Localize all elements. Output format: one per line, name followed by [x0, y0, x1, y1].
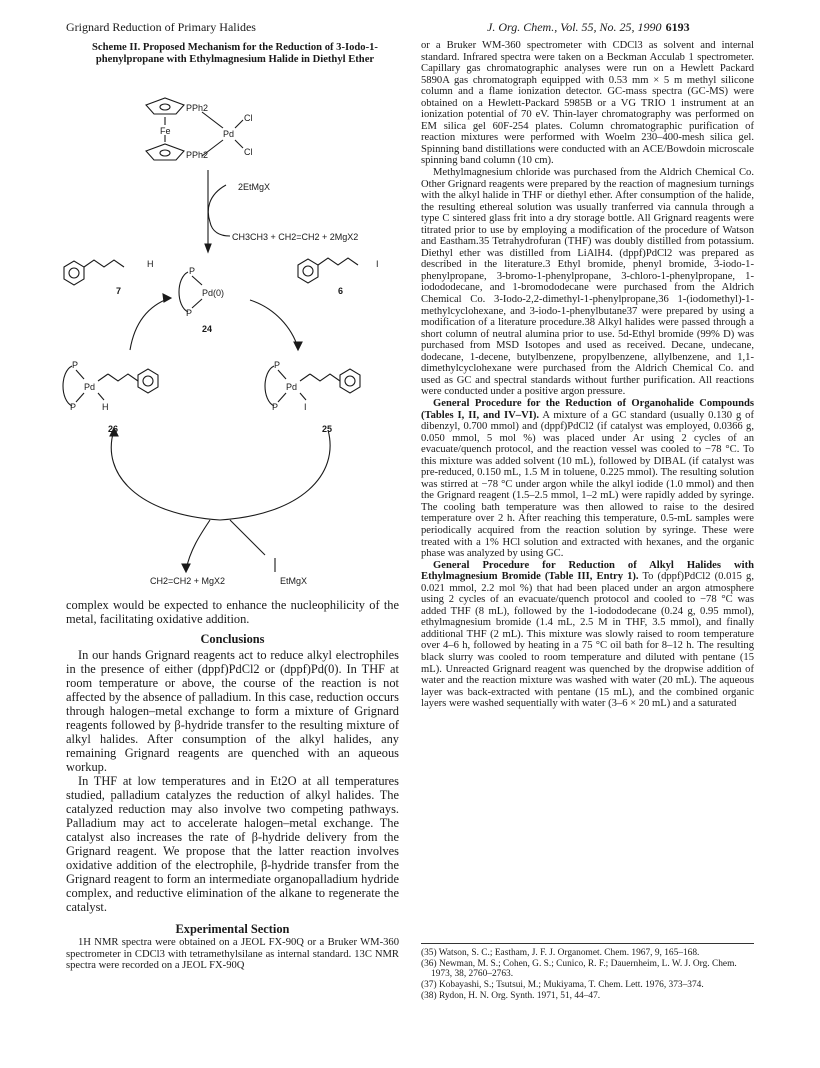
- pph2-label-top: PPh2: [186, 103, 209, 113]
- running-header-title: Grignard Reduction of Primary Halides: [66, 20, 256, 34]
- general-procedure-2: [421, 560, 754, 710]
- compound-26-number: 26: [108, 424, 119, 434]
- general-procedure-2-heading: General Procedure for Reduction of Alkyl Halides with Ethylmagnesium Bromide (Table III, Entry 1).: [421, 559, 754, 583]
- compound-26-p-bottom: P: [70, 402, 77, 412]
- ethylene-mgx2-label: CH2=CH2 + MgX2: [150, 576, 226, 586]
- footnote-rule: [421, 943, 754, 944]
- cl-label-1: Cl: [244, 113, 253, 123]
- etmgx-label: EtMgX: [280, 576, 308, 586]
- journal-citation: J. Org. Chem., Vol. 55, No. 25, 1990: [487, 20, 662, 34]
- scheme-caption: Scheme II. Proposed Mechanism for the Reduction of 3-Iodo-1-phenylpropane with Ethylmagnesium Halide in Diethyl Ether: [92, 42, 378, 65]
- pph2-label-bottom: PPh2: [186, 150, 209, 160]
- cl-label-2: Cl: [244, 147, 253, 157]
- compound-24: [179, 272, 202, 312]
- experimental-paragraph-1: 1H NMR spectra were obtained on a JEOL FX-90Q or a Bruker WM-360 spectrometer in CDCl3 with tetramethylsilane as internal standard. 13C NMR spectra were recorded on a JEOL FX-90Q: [66, 937, 399, 972]
- conclusions-heading: Conclusions: [200, 632, 265, 646]
- fe-label: Fe: [160, 126, 171, 136]
- compound-6-number: 6: [338, 286, 344, 296]
- general-procedure-1-heading: General Procedure for the Reduction of Organohalide Compounds (Tables I, II, and IV–VI).: [421, 397, 754, 421]
- compound-25-p-top: P: [274, 360, 281, 370]
- reference-37: (37) Kobayashi, S.; Tsutsui, M.; Mukiyama, T. Chem. Lett. 1976, 373–374.: [421, 980, 704, 991]
- right-column-text: [421, 40, 754, 710]
- experimental-heading: Experimental Section: [175, 921, 290, 936]
- compound-6: [298, 258, 358, 283]
- general-procedure-1-body: A mixture of a GC standard (usually 0.130 g of dibenzyl, 0.700 mmol) and (dppf)PdCl2 (if catalyst was employed, 0.0366 g, 0.050 mmol, 5 mol %) was placed under Ar using 2 cycles of an evacuate/quench protocol, and the reaction vessel was cooled to −78 °C. To this mixture was added solvent (10 mL), followed by DIBAL (if catalyst was pre-reduced, 0.150 mL, 1.5 M in toluene, 0.225 mmol). The resulting solution was stirred at −78 °C under argon while the alkyl iodide (1.0 mmol) and then the Grignard reagent (1.5–2.5 mmol, 1–2 mL) were rapidly added by syringe. The cooling bath temperature was then allowed to raise to the desired temperature over 2 h. After reaching this temperature, 0.5-mL samples were periodically acquired from the reaction solution by syringe. These were treated with a 1% HCl solution and extracted with hexanes, and the organic phase was analyzed by using GC.: [421, 409, 754, 560]
- compound-24-number: 24: [202, 324, 213, 334]
- conclusions-paragraph-2: In THF at low temperatures and in Et2O at all temperatures studied, palladium catalyzes the reduction of alkyl halides. The catalyzed reduction may also involve two competing pathways. Palladium may act to accelerate halogen–metal exchange. The catalyst also increases the rate of β-hydride delivery from the Grignard reagent. We propose that the latter reaction involves oxidative addition of the electrophile, β-hydride transfer from the Grignard reagent to form an intermediate organopalladium hydride complex, and reductive elimination of the alkane to regenerate the catalyst.: [66, 773, 399, 914]
- running-header-journal: [487, 20, 690, 35]
- compound-26: [63, 366, 158, 406]
- compound-24-pd0: Pd(0): [202, 288, 225, 298]
- left-column-text: [66, 598, 399, 972]
- compound-25-i: I: [304, 402, 307, 412]
- compound-24-p-top: P: [189, 266, 196, 276]
- reference-36: (36) Newman, M. S.; Cohen, G. S.; Cunico, R. F.; Dauernheim, L. W. J. Org. Chem. 1973, 38, 2760–2763.: [421, 958, 737, 980]
- pd-label: Pd: [223, 129, 235, 139]
- compound-6-i: I: [376, 259, 379, 269]
- compound-26-h: H: [102, 402, 109, 412]
- compound-25: [265, 366, 360, 406]
- reagent-label: 2EtMgX: [238, 182, 271, 192]
- reference-35: (35) Watson, S. C.; Eastham, J. F. J. Organomet. Chem. 1967, 9, 165–168.: [421, 948, 700, 958]
- compound-7-h: H: [147, 259, 154, 269]
- activation-arrow: [205, 170, 230, 252]
- byproducts-label: CH3CH3 + CH2=CH2 + 2MgX2: [232, 232, 359, 242]
- compound-25-number: 25: [322, 424, 333, 434]
- conclusions-paragraph-1: In our hands Grignard reagents act to reduce alkyl electrophiles in the presence of either (dppf)PdCl2 or (dppf)Pd(0). In THF at room temperature or above, the course of the reaction is not affected by the absence of palladium. In this case, reduction occurs through halogen–metal exchange to form a mixture of Grignard reagents followed by β-hydride transfer to the resulting mixture of alkyl halides. After consumption of the alkyl halides, any remaining Grignard reagents are quenched with an aqueous workup.: [66, 647, 399, 774]
- right-paragraph-1: or a Bruker WM-360 spectrometer with CDCl3 as solvent and internal standard. Infrared spectra were taken on a Beckman Acculab 1 spectrometer. Capillary gas chromatographic analyses were run on a Hewlett Packard 5890A gas chromatograph equipped with 0.53 mm × 5 m methyl silicone column and a flame ionization detector. GC-mass spectra (GC-MS) were obtained on a Hewlett-Packard 5985B or a VG TRIO 1 instrument at an ionization potential of 70 eV. Thin-layer chromatography was performed on EM silica gel 60F-254 plates. Column chromatographic purification of reaction mixtures were performed with Woelm 230–400-mesh silica gel. Spinning band distillations were conducted with an ACE/Bowdoin microscale spinning band column (10 cm).: [421, 40, 754, 167]
- general-procedure-2-body: To (dppf)PdCl2 (0.015 g, 0.021 mmol, 2.2 mol %) that had been placed under an argon atmosphere using 2 cycles of an evacuate/quench protocol and cooled to −78 °C was added THF (8 mL), followed by the 1-iodododecane (0.24 g, 0.95 mmol), ethylmagnesium bromide (1.4 mL, 2.5 M in THF, 3.5 mmol), and finally additional THF (2 mL). This mixture was slowly raised to room temperature over 4–6 h, followed by heating in a 75 °C oil bath for 8–12 h. The resulting black slurry was cooled to room temperature and diluted with pentane (15 mL). Unreacted Grignard reagent was quenched by the dropwise addition of water and the reaction mixture was washed with water (20 mL). The aqueous layer was back-extracted with pentane (15 mL), and the combined organic layers were washed sequentially with water (3–6 × 20 mL) and a saturated: [421, 571, 754, 710]
- compound-25-pd: Pd: [286, 382, 298, 392]
- compound-26-pd: Pd: [84, 382, 96, 392]
- cycle-arrows: [110, 294, 333, 520]
- elimination-arrows: [182, 520, 275, 572]
- compound-25-p-bottom: P: [272, 402, 279, 412]
- right-paragraph-2: Methylmagnesium chloride was purchased from the Aldrich Chemical Co. Other Grignard reagents were prepared by the reaction of magnesium turnings with the alkyl halide in THF or diethyl ether. After consumption of the halide, the resulting ethereal solution was usually tranferred via cannula through a type C sintered glass frit into a dry storage bottle. All Grignard reagents were titrated prior to use by employing a modification of the procedure of Watson and Eastham.35 Tetrahydrofuran (THF) was doubly distilled from potassium. Diethyl ether was distilled from LiAlH4. (dppf)PdCl2 was prepared as described in the literature.3 Ethyl bromide, phenyl bromide, 3-iodo-1-phenylpropane, 3-bromo-1-phenylpropane, 3-chloro-1-phenylpropane, 1-iodododecane, and 1-bromododecane were purchased from the Aldrich Chemical Co. 3-Iodo-2,2-dimethyl-1-phenylpropane,36 1-(iodomethyl)-1-methylcyclohexane, and 3-iodo-1-phenylbutane37 were prepared by using a modification of a literature procedure.38 Alkyl halides were passed through a short column of neutral alumina prior to use. 5d-Ethyl bromide (99% D) was purchased from MSD Isotopes and used as received. Decane, undecane, dodecane, 1-decene, butylbenzene, propylbenzene, allylbenzene, and 1,1-dimethylcyclohexane were purchased from the Aldrich Chemical Co. and used as GC and spectral standards without further purification. All reactions were conducted under a positive argon pressure.: [421, 167, 754, 398]
- compound-24-p-bottom: P: [186, 308, 193, 318]
- compound-7: [64, 260, 124, 285]
- compound-26-p-top: P: [72, 360, 79, 370]
- references-footnotes: [421, 943, 754, 1002]
- reaction-scheme: [60, 80, 380, 600]
- left-paragraph-1: complex would be expected to enhance the nucleophilicity of the metal, facilitating oxidative addition.: [66, 598, 399, 626]
- page-number: 6193: [665, 20, 690, 34]
- general-procedure-1: [421, 398, 754, 560]
- reference-38: (38) Rydon, H. N. Org. Synth. 1971, 51, 44–47.: [421, 990, 601, 1001]
- compound-7-number: 7: [116, 286, 122, 296]
